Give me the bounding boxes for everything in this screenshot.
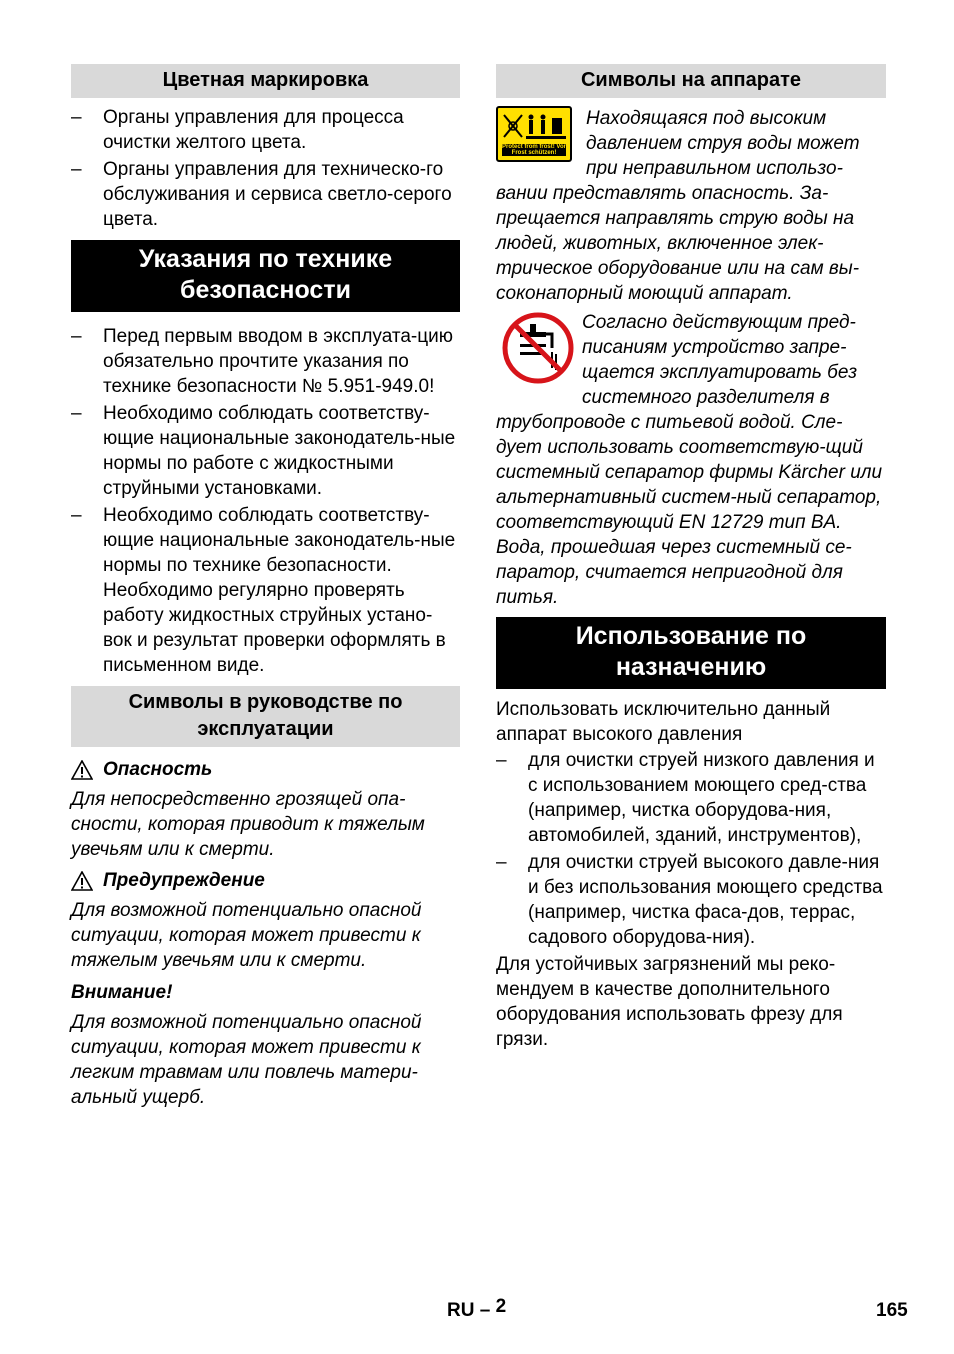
intended-use-outro: Для устойчивых загрязнений мы реко-мендуем в качестве дополнительного оборудования использовать фрезу для грязи. [496, 954, 843, 1050]
jet-warning-text: Находящаяся под высоким давлением струя воды может при неправильном использо-вании представлять опасность. За-прещается направлять струю воды на людей, животных, включенное элек-трическое оборудование или на сам вы-соконапорный моющий аппарат. [496, 108, 860, 304]
footer-sep: – [479, 1300, 491, 1321]
list-item: – Органы управления для процесса очистки желтого цвета. [71, 105, 460, 155]
list-item: – Необходимо соблюдать соответству-ющие национальные законодатель-ные нормы по технике безопасности. Необходимо регулярно проверять работу жидкостных струйных устано-вок и результат проверки оформлять в письменном виде. [71, 503, 460, 678]
page-number: 165 [876, 1300, 908, 1321]
warning-triangle-icon [71, 871, 93, 891]
list-item: – для очистки струей высокого давле-ния и без использования моющего средства (например, чистка фаса-дов, террас, садового оборудова-ния). [496, 850, 886, 950]
separator-text: Согласно действующим пред-писаниям устройство запре-щается эксплуатировать без системного разделителя в трубопроводе с питьевой водой. Сле-дует использовать соответствую-щий системный сепаратор фирмы Kärcher или альтернативный систем-ный сепаратор, соответствующий EN 12729 тип BA. [496, 312, 883, 533]
label-strip-text: Protect from frost! Vor Frost schützen! [502, 144, 566, 156]
footer-section-page: 2 [495, 1296, 507, 1317]
list-item: – Необходимо соблюдать соответству-ющие национальные законодатель-ные нормы по работе с жидкостными струйными установками. [71, 401, 460, 501]
footer-section-label [447, 1298, 506, 1323]
intended-use-intro: Использовать исключительно данный аппарат высокого давления [496, 699, 831, 745]
frost-warning-label-icon [496, 106, 572, 162]
danger-title [71, 757, 460, 782]
warning-title [71, 868, 460, 893]
danger-text: Для непосредственно грозящей опа-сности, которая приводит к тяжелым увечьям или к смерти. [71, 789, 425, 860]
danger-title-text: Опасность [103, 759, 213, 780]
device-symbols-heading: Символы на аппарате [496, 64, 886, 98]
warning-title-text: Предупреждение [103, 870, 265, 891]
list-item: – для очистки струей низкого давления и с использованием моющего сред-ства (например, чистка оборудова-ния, автомобилей, зданий, инструментов), [496, 748, 886, 848]
manual-symbols-heading: Символы в руководстве по эксплуатации [71, 686, 460, 747]
jet-warning-block [496, 106, 886, 306]
separator-block [496, 310, 886, 535]
caution-text: Для возможной потенциально опасной ситуации, которая может привести к легким травмам или повлечь матери-альный ущерб. [71, 1012, 422, 1108]
color-coding-list [71, 105, 460, 232]
caution-title: Внимание! [71, 982, 173, 1003]
safety-heading: Указания по технике безопасности [71, 240, 460, 312]
list-item: – Перед первым вводом в эксплуата-цию обязательно прочтите указания по технике безопасности № 5.951-949.0! [71, 324, 460, 399]
water-text: Вода, прошедшая через системный се-паратор, считается непригодной для питья. [496, 537, 852, 608]
no-drinking-water-connection-icon [500, 310, 576, 386]
warning-text: Для возможной потенциально опасной ситуации, которая может привести к тяжелым увечьям или к смерти. [71, 900, 422, 971]
intended-use-heading: Использование по назначению [496, 617, 886, 689]
intended-use-list [496, 748, 886, 950]
color-coding-heading: Цветная маркировка [71, 64, 460, 98]
warning-triangle-icon [71, 760, 93, 780]
right-column [496, 64, 886, 1052]
safety-list [71, 324, 460, 678]
footer-lang: RU [447, 1300, 475, 1321]
list-item: – Органы управления для техническо-го обслуживания и сервиса светло-серого цвета. [71, 157, 460, 232]
left-column [71, 64, 460, 1110]
